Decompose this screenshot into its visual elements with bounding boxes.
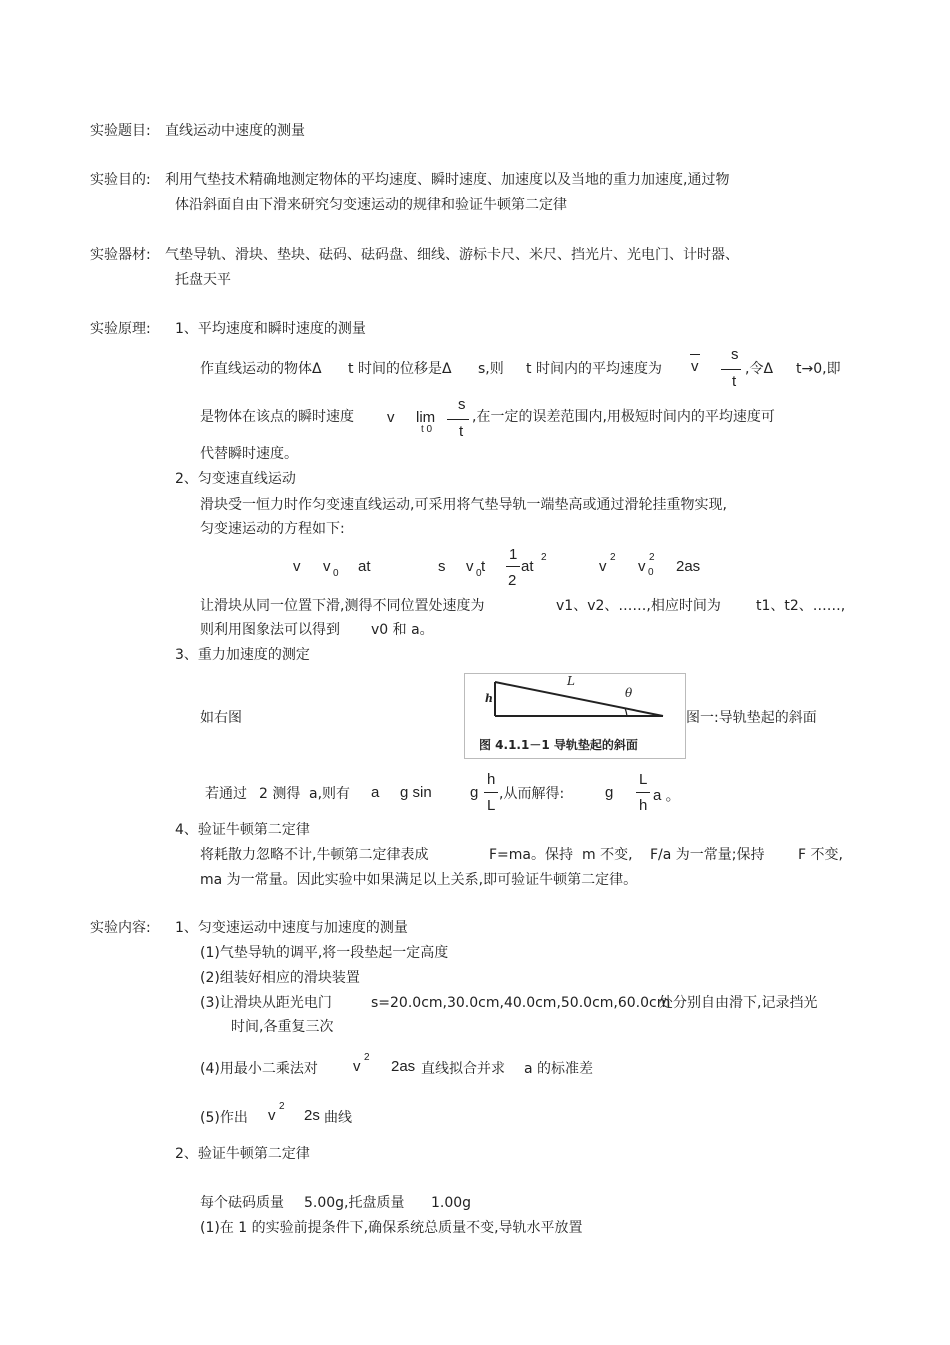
math-vbar: v [691, 358, 699, 375]
equipment-line1: 气垫导轨、滑块、垫块、砝码、砝码盘、细线、游标卡尺、米尺、挡光片、光电门、计时器、 [165, 247, 739, 263]
principle-s1-heading: 1、平均速度和瞬时速度的测量 [175, 321, 366, 337]
eq7-2s: 2s [304, 1107, 320, 1124]
fraction-bar [636, 792, 650, 793]
eq4-g: g [470, 784, 479, 801]
principle-s1-p1f: t→0,即 [796, 361, 841, 377]
title-label: 实验题目: [90, 123, 151, 139]
purpose-line1: 利用气垫技术精确地测定物体的平均速度、瞬时速度、加速度以及当地的重力加速度,通过物 [165, 172, 730, 188]
principle-s2-p3c: t1、t2、……, [756, 598, 846, 614]
content-s2-heading: 2、验证牛顿第二定律 [175, 1146, 310, 1162]
purpose-line2: 体沿斜面自由下滑来研究匀变速运动的规律和验证牛顿第二定律 [175, 197, 567, 213]
equipment-label: 实验器材: [90, 247, 151, 263]
principle-s4-p1a: 将耗散力忽略不计,牛顿第二定律表成 [200, 847, 429, 863]
principle-s3-p2b: 2 测得 [259, 786, 301, 802]
eq2-sq: 2 [541, 552, 547, 563]
content-s1-i5b: 曲线 [324, 1110, 352, 1126]
content-s2-p1c: 1.00g [431, 1195, 472, 1211]
content-s1-i4c: a 的标准差 [524, 1061, 594, 1077]
vbar-overline [690, 354, 700, 355]
eq3-sub0: 0 [648, 567, 654, 578]
eq2-t: t [481, 558, 486, 575]
fraction-bar [447, 419, 469, 420]
eq6-v: v [353, 1058, 361, 1075]
principle-s4-p1b: F=ma。保持 [489, 847, 573, 863]
eq6-sq: 2 [364, 1052, 370, 1063]
principle-s4-p1e: F 不变, [798, 847, 843, 863]
fraction-bar [506, 566, 520, 567]
principle-s2-p1: 滑块受一恒力时作匀变速直线运动,可采用将气垫导轨一端垫高或通过滑轮挂重物实现, [200, 497, 727, 513]
principle-s4-p2: ma 为一常量。因此实验中如果满足以上关系,即可验证牛顿第二定律。 [200, 872, 638, 888]
eq7-v: v [268, 1107, 276, 1124]
eq5-h: h [639, 797, 648, 814]
principle-s1-p1b: t 时间的位移是Δ [348, 361, 452, 377]
principle-s3-p2d: ,从而解得: [499, 786, 565, 802]
eq1-v: v [293, 558, 301, 575]
content-s1-i3a: (3)让滑块从距光电门 [200, 995, 332, 1011]
math-frac2-s: s [458, 396, 466, 413]
principle-s2-heading: 2、匀变速直线运动 [175, 471, 296, 487]
fig-label-h: h [485, 692, 493, 705]
principle-s1-p2a: 是物体在该点的瞬时速度 [200, 409, 354, 425]
eq3-v: v [599, 558, 607, 575]
principle-s4-heading: 4、验证牛顿第二定律 [175, 822, 310, 838]
eq2-two: 2 [508, 572, 517, 589]
figure-caption-right: 图一:导轨垫起的斜面 [686, 710, 817, 726]
content-s1-i3d: 时间,各重复三次 [231, 1019, 334, 1035]
fig-label-theta: θ [625, 686, 633, 700]
principle-s1-p3: 代替瞬时速度。 [200, 446, 298, 462]
eq3-2as: 2as [676, 558, 701, 575]
eq1-sub0: 0 [333, 568, 339, 579]
eq4-L: L [487, 797, 496, 814]
eq3-sq: 2 [610, 552, 616, 563]
content-s1-i3b: s=20.0cm,30.0cm,40.0cm,50.0cm,60.0cm [371, 995, 671, 1011]
incline-figure [464, 673, 686, 759]
principle-s3-p2a: 若通过 [205, 786, 247, 802]
title-text: 直线运动中速度的测量 [165, 123, 305, 139]
eq6-2as: 2as [391, 1058, 416, 1075]
fraction-bar [721, 369, 741, 370]
math-lim: lim [416, 409, 436, 426]
eq3-sq0: 2 [649, 552, 655, 563]
content-s2-p1a: 每个砝码质量 [200, 1195, 284, 1211]
math-frac2-t: t [459, 423, 464, 440]
eq2-v0: v [466, 558, 474, 575]
fig-caption: 图 4.1.1－1 导轨垫起的斜面 [479, 738, 638, 752]
math-frac-t: t [732, 373, 737, 390]
eq4-a: a [371, 784, 380, 801]
principle-s2-p4b: v0 和 a。 [371, 622, 434, 638]
eq5-g: g [605, 784, 614, 801]
principle-s3-p1: 如右图 [200, 710, 242, 726]
eq2-s: s [438, 558, 446, 575]
content-s1-i4a: (4)用最小二乘法对 [200, 1061, 318, 1077]
principle-label: 实验原理: [90, 321, 151, 337]
math-lim-sub: t 0 [421, 424, 433, 435]
incline-diagram [465, 674, 685, 734]
equipment-line2: 托盘天平 [175, 272, 231, 288]
purpose-label: 实验目的: [90, 172, 151, 188]
principle-s1-p1d: t 时间内的平均速度为 [526, 361, 662, 377]
content-s1-i3c: 处分别自由滑下,记录挡光 [659, 995, 818, 1011]
principle-s1-p1a: 作直线运动的物体Δ [200, 361, 322, 377]
math-frac-s: s [731, 346, 739, 363]
content-s1-i4b: 直线拟合并求 [421, 1061, 505, 1077]
eq7-sq: 2 [279, 1101, 285, 1112]
eq3-v0: v [638, 558, 646, 575]
eq4-h: h [487, 771, 496, 788]
content-s2-p1b: 5.00g,托盘质量 [304, 1195, 405, 1211]
content-s1-i5a: (5)作出 [200, 1110, 248, 1126]
eq2-one: 1 [509, 546, 518, 563]
content-label: 实验内容: [90, 920, 151, 936]
principle-s3-heading: 3、重力加速度的测定 [175, 647, 310, 663]
math-v: v [387, 409, 395, 426]
eq2-sub0: 0 [476, 568, 482, 579]
principle-s2-p2: 匀变速运动的方程如下: [200, 521, 345, 537]
principle-s1-p1c: s,则 [478, 361, 504, 377]
principle-s2-p3b: v1、v2、……,相应时间为 [556, 598, 721, 614]
principle-s1-p1e: ,令Δ [745, 361, 774, 377]
eq1-at: at [358, 558, 371, 575]
eq2-at: at [521, 558, 534, 575]
principle-s2-p3a: 让滑块从同一位置下滑,测得不同位置处速度为 [200, 598, 485, 614]
principle-s4-p1c: m 不变, [582, 847, 633, 863]
content-s1-i1: (1)气垫导轨的调平,将一段垫起一定高度 [200, 945, 449, 961]
content-s2-i1: (1)在 1 的实验前提条件下,确保系统总质量不变,导轨水平放置 [200, 1220, 583, 1236]
content-s1-i2: (2)组装好相应的滑块装置 [200, 970, 360, 986]
principle-s4-p1d: F/a 为一常量;保持 [650, 847, 765, 863]
content-s1-heading: 1、匀变速运动中速度与加速度的测量 [175, 920, 408, 936]
eq5-L: L [639, 771, 648, 788]
eq1-v0: v [323, 558, 331, 575]
principle-s2-p4a: 则利用图象法可以得到 [200, 622, 340, 638]
fraction-bar [484, 792, 498, 793]
eq5-a: a 。 [653, 787, 681, 804]
eq4-gsin: g sin [400, 784, 432, 801]
principle-s1-p2b: ,在一定的误差范围内,用极短时间内的平均速度可 [472, 409, 775, 425]
fig-label-L: L [567, 674, 575, 688]
principle-s3-p2c: a,则有 [309, 786, 351, 802]
